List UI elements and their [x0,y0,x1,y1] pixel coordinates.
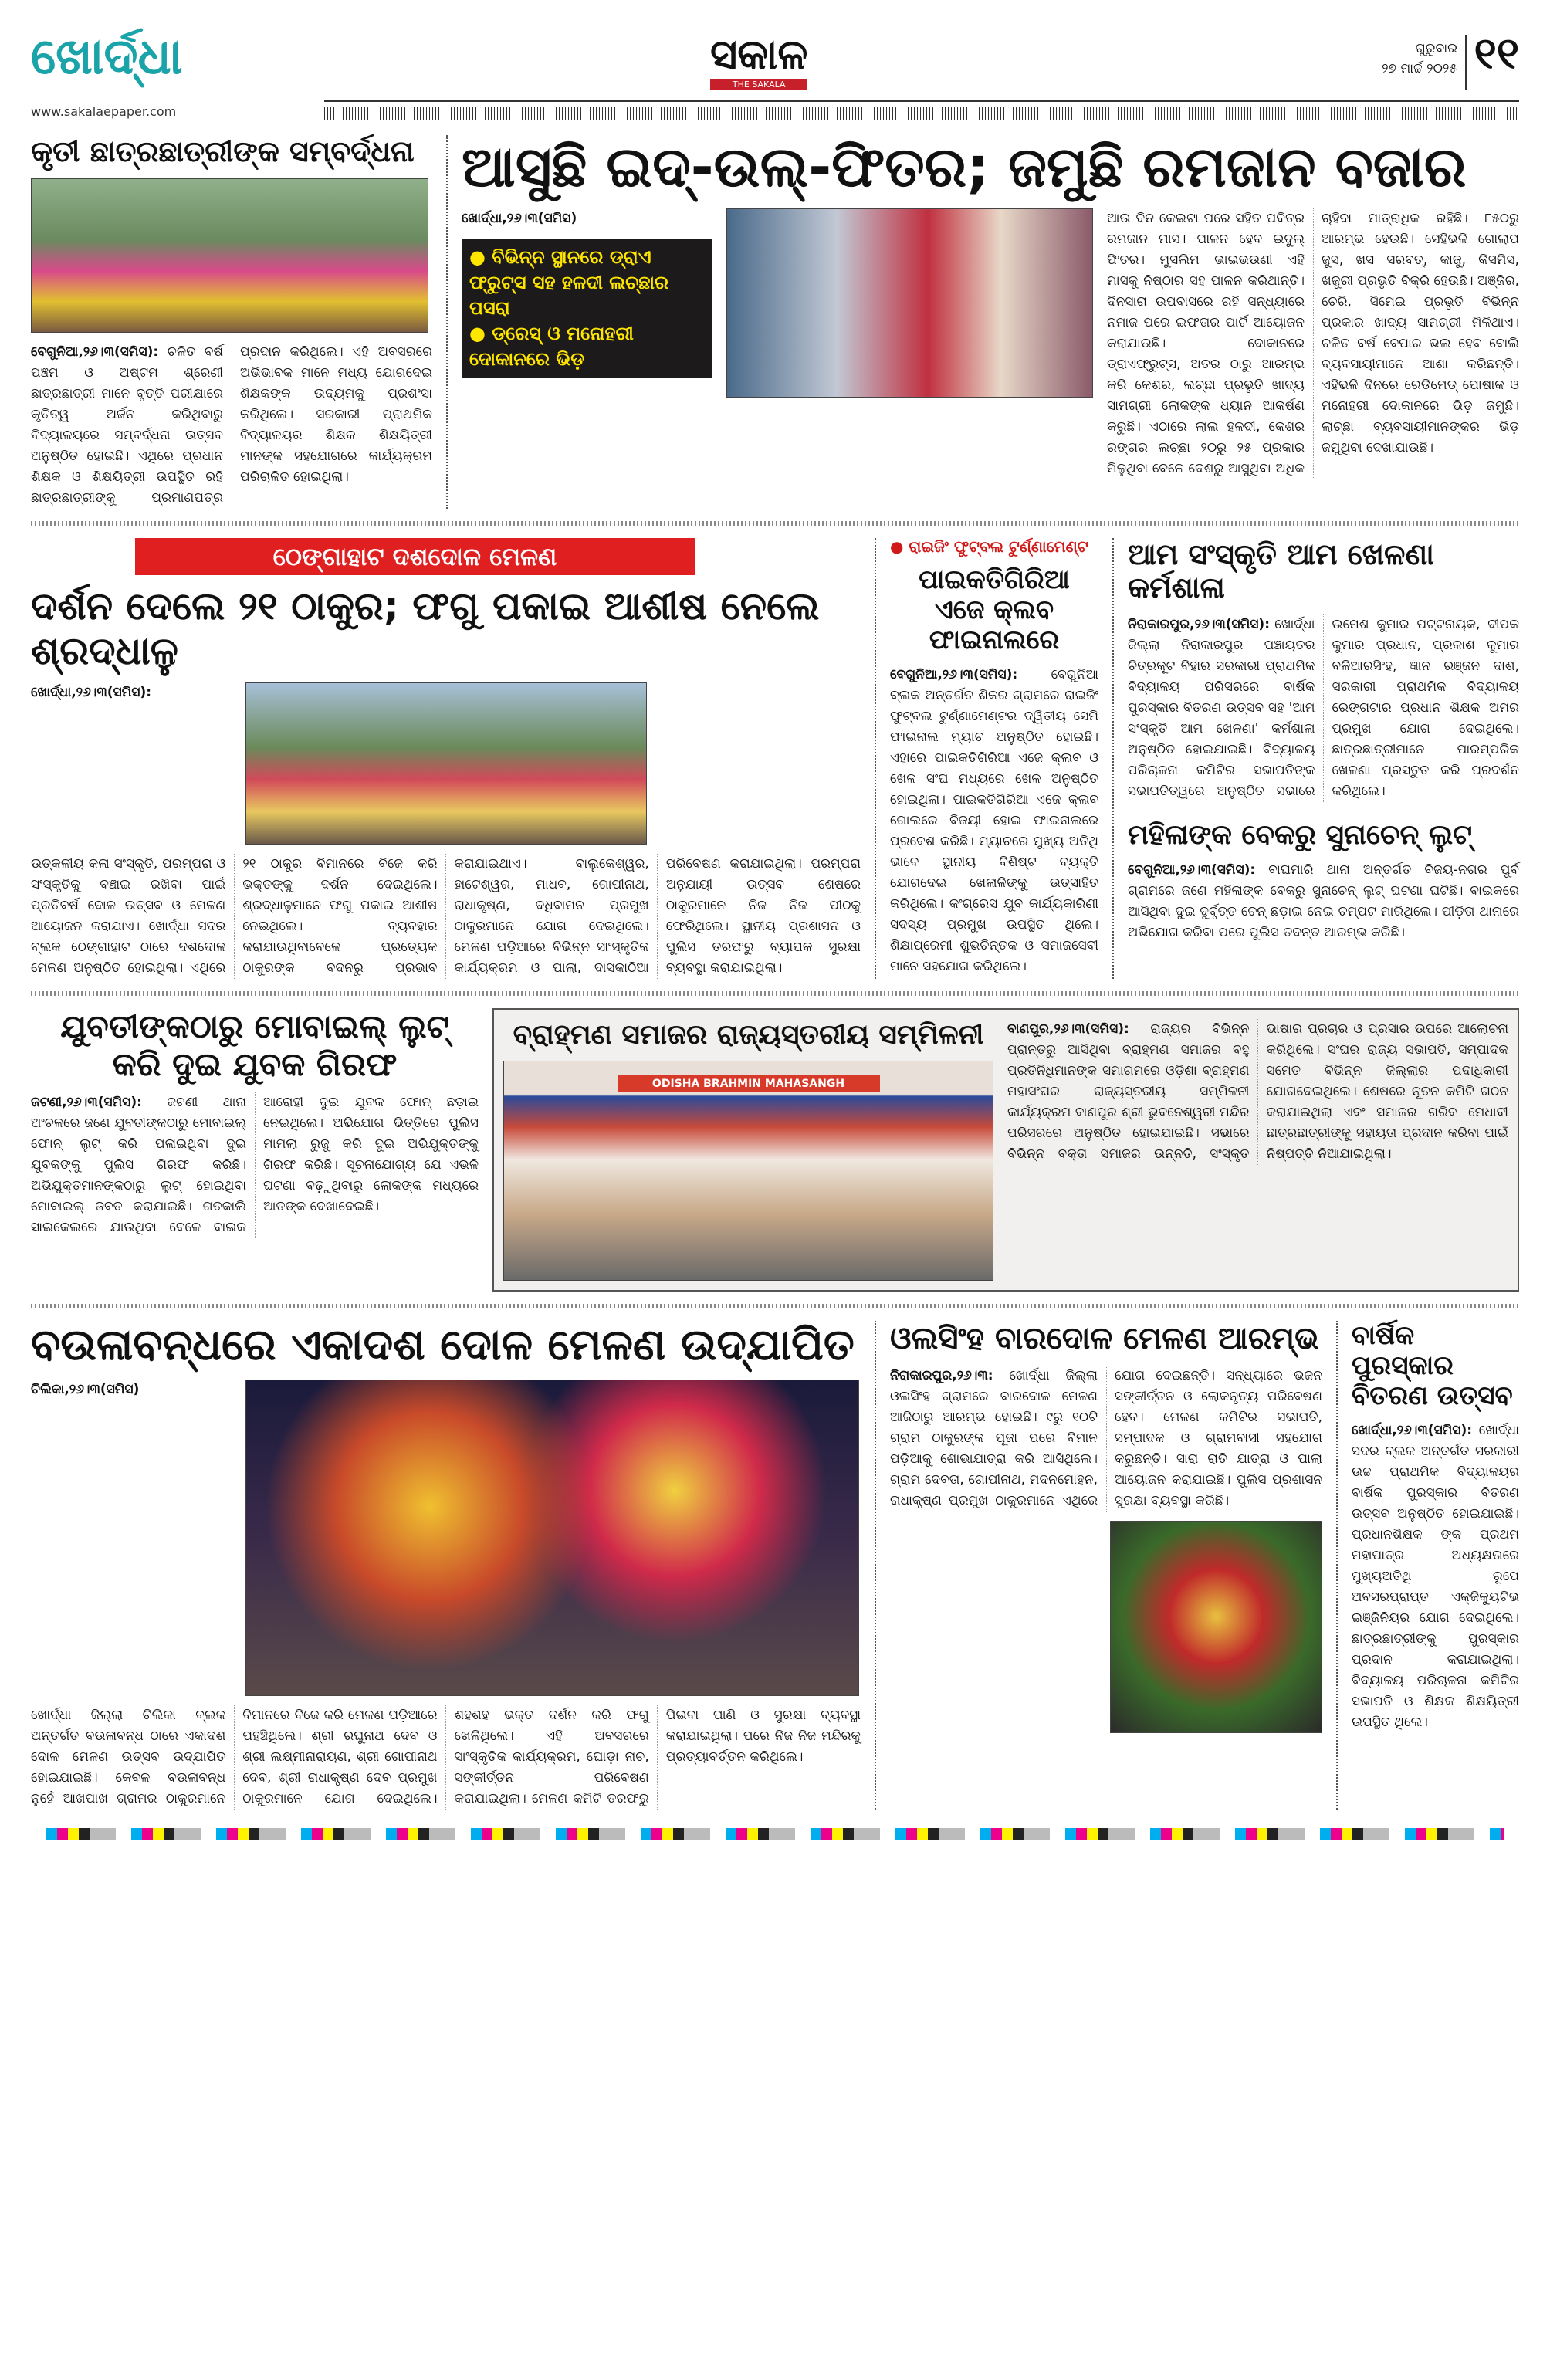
row-2 [31,538,1519,980]
article-text: ଆଉ ଦିନ କେଇଟା ପରେ ସହିତ ପବିତ୍ର ରମଜାନ ମାସ। ପାଳନ ହେବ ଇଦୁଲ୍ ଫିତର। ମୁସଲିମ ଭାଇଭଉଣୀ ଏହି ମାସକୁ ନିଷ୍ଠାର ସହ ପାଳନ କରିଥାନ୍ତି। ଦିନସାରା ଉପବାସରେ ରହି ସନ୍ଧ୍ୟାରେ ନମାଜ ପରେ ଇଫତାର ପାର୍ଟି ଆୟୋଜନ କରାଯାଉଛି। ଦୋକାନରେ ଡ୍ରାଏଫ୍ରୁଟ୍ସ, ଅତର ଠାରୁ ଆରମ୍ଭ କରି କେଶର, ଲଚ୍ଛା ପ୍ରଭୃତି ଖାଦ୍ୟ ସାମଗ୍ରୀ ଲୋକଙ୍କ ଧ୍ୟାନ ଆକର୍ଷଣ କରୁଛି। ଏଠାରେ ଲାଲ ହଳଦୀ, କେଶର ରଙ୍ଗର ଲଚ୍ଛା ୨୦ରୁ ୨୫ ପ୍ରକାର ମିଳୁଥିବା ବେଳେ ଦେଶରୁ ଆସୁଥିବା ଅଧିକ ଚାହିଦା ମାତ୍ରାଧିକ ରହିଛି। ୮୫୦ରୁ ଆରମ୍ଭ ହେଉଛି। ସେହିଭଳି ଗୋଲାପ ଜୁସ, ଖସ ସରବତ୍, କାଜୁ, କିସମିସ, ଖଜୁରୀ ପ୍ରଭୃତି ବିକ୍ରି ହେଉଛି। ଅଞ୍ଜିର, ଚେରି, ସିମେଇ ପ୍ରଭୃତି ବିଭିନ୍ନ ପ୍ରକାର ଖାଦ୍ୟ ସାମଗ୍ରୀ ମିଳିଥାଏ। ଚଳିତ ବର୍ଷ ବେପାର ଭଲ ହେବ ବୋଲି ବ୍ୟବସାୟୀମାନେ ଆଶା କରିଛନ୍ତି। ଏହିଭଳି ଦିନରେ ରେଡିମେଡ୍ ପୋଷାକ ଓ ମନୋହରୀ ଦୋକାନରେ ଭିଡ଼ ଜମୁଛି। ଲାଚ୍ଛା ବ୍ୟବସାୟୀମାନଙ୍କର ଭିଡ଼ ଜମୁଥିବା ଦେଖାଯାଉଛି। [1107,210,1519,476]
dol-body-col1 [31,682,232,703]
weekday: ଗୁରୁବାର [1415,41,1457,56]
dateline: ଜଟଣୀ,୨୬।୩(ସମିସ): [31,1095,142,1111]
article-text: ଖୋର୍ଦ୍ଧା ଜିଲ୍ଲା ନିରାକାରପୁର ପଞ୍ଚାୟତର ଚିତ୍ରକୂଟ ବିହାର ସରକାରୀ ପ୍ରାଥମିକ ବିଦ୍ୟାଳୟ ପରିସରରେ ବାର୍ଷିକ ପୁରସ୍କାର ବିତରଣ ଉତ୍ସବ ସହ 'ଆମ ସଂସ୍କୃତି ଆମ ଖେଳଣା' କର୍ମଶାଳା ଅନୁଷ୍ଠିତ ହୋଇଯାଇଛି। ବିଦ୍ୟାଳୟ ପରିଚାଳନା କମିଟିର ସଭାପତିଙ୍କ ସଭାପତିତ୍ୱରେ ଅନୁଷ୍ଠିତ ସଭାରେ ଉମେଶ କୁମାର ପଟ୍ଟନାୟକ, ଦୀପକ କୁମାର ପ୍ରଧାନ, ପ୍ରକାଶ କୁମାର ବଳିଆରସିଂହ, ଜ୍ଞାନ ରଞ୍ଜନ ଦାଶ, ସରକାରୀ ପ୍ରାଥମିକ ବିଦ୍ୟାଳୟ ରେଙ୍ଗଟାର ପ୍ରଧାନ ଶିକ୍ଷକ ଅମର ପ୍ରମୁଖ ଯୋଗ ଦେଇଥିଲେ। ଛାତ୍ରଛାତ୍ରୀମାନେ ପାରମ୍ପରିକ ଖେଳଣା ପ୍ରସ୍ତୁତ କରି ପ୍ରଦର୍ଶନ କରିଥିଲେ। [1128,617,1519,800]
dateline: ବେଗୁନିଆ,୨୬।୩(ସମିସ): [890,666,1018,682]
baulabandha-headline: ବଉଳାବନ୍ଧରେ ଏକାଦଶ ଦୋଳ ମେଳଣ ଉଦ୍‌ଯାପିତ [31,1319,855,1370]
toy-body [1128,614,1519,802]
dol-body [31,854,861,979]
baulabandha-body [31,1705,861,1810]
dateline: ଖୋର୍ଦ୍ଧା,୨୬।୩(ସମିସ): [31,685,152,701]
football-headline: ପାଇକତିଗିରିଆ ଏଜେ କ୍ଲବ ଫାଇନାଲରେ [919,564,1070,655]
website-url[interactable]: www.sakalaepaper.com [31,104,177,119]
logo-text: ସକାଳ [710,30,808,79]
olasingh-headline: ଓଲସିଂହ ବାରଦୋଳ ମେଳଣ ଆରମ୍ଭ [890,1320,1319,1356]
brahmin-box [492,1008,1519,1291]
section-title: ଖୋର୍ଦ୍ଧା [31,29,183,86]
toy-article [1128,538,1519,944]
date-block [1382,39,1457,79]
eid-headline: ଆସୁଛି ଇଦ୍-ଉଲ୍-ଫିତର; ଜମୁଛି ରମଜାନ ବଜାର [462,134,1467,199]
dateline: ନିରାକାରପୁର,୨୬।୩(ସମିସ): [1128,617,1270,633]
football-body [890,665,1098,977]
article-text: ରାଜ୍ୟର ବିଭିନ୍ନ ପ୍ରାନ୍ତରୁ ଆସିଥିବା ବ୍ରାହ୍ମଣ ସମାଜର ବହୁ ପ୍ରତିନିଧିମାନଙ୍କ ସମାଗମରେ ଓଡ଼ିଶା ବ୍ରାହ୍ମଣ ମହାସଂଘର ରାଜ୍ୟସ୍ତରୀୟ ସମ୍ମିଳନୀ କାର୍ଯ୍ୟକ୍ରମ ବାଣପୁର ଶ୍ରୀ ଭୁବନେଶ୍ୱରୀ ମନ୍ଦିର ପରିସରରେ ଅନୁଷ୍ଠିତ ହୋଇଯାଇଛି। ସଭାରେ ବିଭିନ୍ନ ବକ୍ତା ସମାଜର ଉନ୍ନତି, ସଂସ୍କୃତ ଭାଷାର ପ୍ରଚାର ଓ ପ୍ରସାର ଉପରେ ଆଲୋଚନା କରିଥିଲେ। ସଂଘର ରାଜ୍ୟ ସଭାପତି, ସମ୍ପାଦକ ସମେତ ବିଭିନ୍ନ ଜିଲ୍ଲାର ପଦାଧିକାରୀ ଯୋଗଦେଇଥିଲେ। ଶେଷରେ ନୂତନ କମିଟି ଗଠନ କରାଯାଇଥିଲା ଏବଂ ସମାଜର ଗରିବ ମେଧାବୀ ଛାତ୍ରଛାତ୍ରୀଙ୍କୁ ସହାୟତା ପ୍ରଦାନ କରିବା ପାଇଁ ନିଷ୍ପତ୍ତି ନିଆଯାଇଥିଲା। [1007,1021,1508,1163]
dateline: ଚିଲିକା,୨୬।୩(ସମିସ) [31,1382,140,1398]
article-text: ଉତ୍କଳୀୟ କଳା ସଂସ୍କୃତି, ପରମ୍ପରା ଓ ସଂସ୍କୃତିକୁ ବଞ୍ଚାଇ ରଖିବା ପାଇଁ ପ୍ରତିବର୍ଷ ଦୋଳ ଉତ୍ସବ ଓ ମେଳଣ ଆୟୋଜନ କରାଯାଏ। ଖୋର୍ଦ୍ଧା ସଦର ବ୍ଲକ ଠେଙ୍ଗାହାଟ ଠାରେ ଦଶଦୋଳ ମେଳଣ ଅନୁଷ୍ଠିତ ହୋଇଥିଲା। ଏଥିରେ ୨୧ ଠାକୁର ବିମାନରେ ବିଜେ କରି ଭକ୍ତଙ୍କୁ ଦର୍ଶନ ଦେଇଥିଲେ। ଶ୍ରଦ୍ଧାଳୁମାନେ ଫଗୁ ପକାଇ ଆଶୀଷ ନେଇଥିଲେ। ବ୍ୟବହାର କରାଯାଉଥିବାବେଳେ ପ୍ରତ୍ୟେକ ଠାକୁରଙ୍କ ବଦନରୁ ପ୍ରଭାବ କରାଯାଇଥାଏ। ବାଲୁକେଶ୍ୱର, ହାଟେଶ୍ୱର, ମାଧବ, ଗୋପୀନାଥ, ରାଧାକୃଷ୍ଣ, ଦଧିବାମନ ପ୍ରମୁଖ ଠାକୁରମାନେ ଯୋଗ ଦେଇଥିଲେ। ମେଳଣ ପଡ଼ିଆରେ ବିଭିନ୍ନ ସାଂସ୍କୃତିକ କାର୍ଯ୍ୟକ୍ରମ ଓ ପାଲା, ଦାସକାଠିଆ ପରିବେଷଣ କରାଯାଇଥିଲା। ପରମ୍ପରା ଅନୁଯାୟୀ ଉତ୍ସବ ଶେଷରେ ଠାକୁରମାନେ ନିଜ ନିଜ ପୀଠକୁ ଫେରିଥିଲେ। ସ୍ଥାନୀୟ ପ୍ରଶାସନ ଓ ପୁଲିସ ତରଫରୁ ବ୍ୟାପକ ସୁରକ୍ଷା ବ୍ୟବସ୍ଥା କରାଯାଇଥିଲା। [31,856,861,977]
mobile-article [31,1008,479,1238]
print-color-bar [46,1828,1504,1840]
football-article [890,538,1098,977]
conference-banner: ODISHA BRAHMIN MAHASANGH [618,1075,880,1092]
article-text: ଚଳିତ ବର୍ଷ ପଞ୍ଚମ ଓ ଅଷ୍ଟମ ଶ୍ରେଣୀ ଛାତ୍ରଛାତ୍ରୀ ମାନେ ବୃତ୍ତି ପରୀକ୍ଷାରେ କୃତିତ୍ୱ ଅର୍ଜନ କରିଥିବାରୁ ବିଦ୍ୟାଳୟରେ ସମ୍ବର୍ଦ୍ଧନା ଉତ୍ସବ ଅନୁଷ୍ଠିତ ହୋଇଛି। ଏଥିରେ ପ୍ରଧାନ ଶିକ୍ଷକ ଓ ଶିକ୍ଷୟିତ୍ରୀ ଉପସ୍ଥିତ ରହି ଛାତ୍ରଛାତ୍ରୀଙ୍କୁ ପ୍ରମାଣପତ୍ର ପ୍ରଦାନ କରିଥିଲେ। ଏହି ଅବସରରେ ଅଭିଭାବକ ମାନେ ମଧ୍ୟ ଯୋଗଦେଇ ଶିକ୍ଷକଙ୍କ ଉଦ୍ୟମକୁ ପ୍ରଶଂସା କରିଥିଲେ। ସରକାରୀ ପ୍ରାଥମିକ ବିଦ୍ୟାଳୟର ଶିକ୍ଷକ ଶିକ୍ଷୟିତ୍ରୀ ମାନଙ୍କ ସହଯୋଗରେ କାର୍ଯ୍ୟକ୍ରମ ପରିଚାଳିତ ହୋଇଥିଲା। [31,344,432,506]
dateline: ନିରାକାରପୁର,୨୬।୩: [890,1367,993,1383]
market-photo [726,208,1093,398]
felicitation-article [31,135,432,509]
article-text: ଖୋର୍ଦ୍ଧା ଜିଲ୍ଲା ଓଲସିଂହ ଗ୍ରାମରେ ବାରଦୋଳ ମେଳଣ ଆଜିଠାରୁ ଆରମ୍ଭ ହୋଇଛି। ୯ରୁ ୧୦ଟି ଗ୍ରାମ ଠାକୁରଙ୍କ ପୂଜା ପରେ ବିମାନ ପଡ଼ିଆକୁ ଶୋଭାଯାତ୍ରା କରି ଆସିଥିଲେ। ଗ୍ରାମ ଦେବତା, ଗୋପୀନାଥ, ମଦନମୋହନ, ରାଧାକୃଷ୍ଣ ପ୍ରମୁଖ ଠାକୁରମାନେ ଏଥିରେ ଯୋଗ ଦେଇଛନ୍ତି। ସନ୍ଧ୍ୟାରେ ଭଜନ ସଙ୍କୀର୍ତ୍ତନ ଓ ଲୋକନୃତ୍ୟ ପରିବେଷଣ ହେବ। ମେଳଣ କମିଟିର ସଭାପତି, ସମ୍ପାଦକ ଓ ଗ୍ରାମବାସୀ ସହଯୋଗ କରୁଛନ୍ତି। ସାରା ରାତି ଯାତ୍ରା ଓ ପାଲା ଆୟୋଜନ କରାଯାଇଛି। ପୁଲିସ ପ୍ରଶାସନ ସୁରକ୍ଷା ବ୍ୟବସ୍ଥା କରିଛି। [890,1367,1322,1508]
dateline: ବେଗୁନିଆ,୨୬।୩(ସମିସ): [31,344,159,360]
article-text: ବେଗୁନିଆ ବ୍ଲକ ଅନ୍ତର୍ଗତ ଶିକର ଗ୍ରାମରେ ରାଇଜିଂ ଫୁଟ୍‌ବଲ ଟୁର୍ଣ୍ଣାମେଣ୍ଟର ଦ୍ୱିତୀୟ ସେମି ଫାଇନାଲ ମ୍ୟାଚ ଅନୁଷ୍ଠିତ ହୋଇଛି। ଏହାରେ ପାଇକତିଗିରିଆ ଏଜେ କ୍ଲବ ଓ ଖେଳ ସଂଘ ମଧ୍ୟରେ ଖେଳ ଅନୁଷ୍ଠିତ ହୋଇଥିଲା। ପାଇକତିଗିରିଆ ଏଜେ କ୍ଲବ ଗୋଲରେ ବିଜୟୀ ହୋଇ ଫାଇନାଲରେ ପ୍ରବେଶ କରିଛି। ମ୍ୟାଚରେ ମୁଖ୍ୟ ଅତିଥି ଭାବେ ସ୍ଥାନୀୟ ବିଶିଷ୍ଟ ବ୍ୟକ୍ତି ଯୋଗଦେଇ ଖେଳାଳିଙ୍କୁ ଉତ୍ସାହିତ କରିଥିଲେ। କଂଗ୍ରେସ ଯୁବ କାର୍ଯ୍ୟକାରିଣୀ ସଦସ୍ୟ ପ୍ରମୁଖ ଉପସ୍ଥିତ ଥିଲେ। ଶିକ୍ଷାପ୍ରେମୀ ଶୁଭଚିନ୍ତକ ଓ ସମାଜସେବୀ ମାନେ ସହଯୋଗ କରିଥିଲେ। [890,666,1098,974]
chain-headline: ମହିଳାଙ୍କ ବେକରୁ ସୁନାଚେନ୍ ଲୁଟ୍ [1128,819,1473,851]
dateline: ଖୋର୍ଦ୍ଧା,୨୬।୩(ସମିସ) [462,210,577,226]
eid-body [1107,208,1519,479]
article-text: ବାଘମାରି ଥାନା ଅନ୍ତର୍ଗତ ବିଜୟ-ନଗର ପୁର୍ବ ଗ୍ରାମରେ ଜଣେ ମହିଳାଙ୍କ ବେକରୁ ସୁନାଚେନ୍ ଲୁଟ୍ ଘଟଣା ଘଟିଛି। ବାଇକରେ ଆସିଥିବା ଦୁଇ ଦୁର୍ବୃତ୍ତ ଚେନ୍ ଛଡ଼ାଇ ନେଇ ଚମ୍ପଟ ମାରିଥିଲେ। ପୀଡ଼ିତା ଥାନାରେ ଅଭିଯୋଗ କରିବା ପରେ ପୁଲିସ ତଦନ୍ତ ଆରମ୍ଭ କରିଛି। [1128,862,1520,941]
page-number: ୧୧ [1474,29,1519,79]
deity-photo [1110,1521,1322,1733]
students-photo [31,178,428,333]
row-3 [31,1008,1519,1291]
brahmin-headline: ବ୍ରାହ୍ମଣ ସମାଜର ରାଜ୍ୟସ୍ତରୀୟ ସମ୍ମିଳନୀ [513,1019,984,1051]
dateline: ଖୋର୍ଦ୍ଧା,୨୬।୩(ସମିସ): [1352,1423,1473,1439]
highlight-item: ● ଡ୍ରେସ୍ ଓ ମନୋହରୀ ଦୋକାନରେ ଭିଡ଼ [469,322,634,370]
article-text: ଖୋର୍ଦ୍ଧା ସଦର ବ୍ଲକ ଅନ୍ତର୍ଗତ ସରକାରୀ ଉଚ୍ଚ ପ୍ରାଥମିକ ବିଦ୍ୟାଳୟର ବାର୍ଷିକ ପୁରସ୍କାର ବିତରଣ ଉତ୍ସବ ଅନୁଷ୍ଠିତ ହୋଇଯାଇଛି। ପ୍ରଧାନଶିକ୍ଷକ ଙ୍କ ପ୍ରଥମ ମହାପାତ୍ର ଅଧ୍ୟକ୍ଷତାରେ ମୁଖ୍ୟଅତିଥି ରୂପେ ଅବସରପ୍ରାପ୍ତ ଏକ୍‌ଜିକ୍ୟୁଟିଭ ଇଞ୍ଜିନିୟର ଯୋଗ ଦେଇଥିଲେ। ଛାତ୍ରଛାତ୍ରୀଙ୍କୁ ପୁରସ୍କାର ପ୍ରଦାନ କରାଯାଇଥିଲା। ବିଦ୍ୟାଳୟ ପରିଚାଳନା କମିଟିର ସଭାପତି ଓ ଶିକ୍ଷକ ଶିକ୍ଷୟିତ୍ରୀ ଉପସ୍ଥିତ ଥିଲେ। [1352,1423,1519,1731]
chain-body [1128,860,1519,943]
toy-headline: ଆମ ସଂସ୍କୃତି ଆମ ଖେଳଣା କର୍ମଶାଳା [1128,537,1434,605]
award-article [1352,1321,1519,1733]
felicitation-body [31,342,432,509]
article-text: ଜଟଣୀ ଥାନା ଅଂଚଳରେ ଜଣେ ଯୁବତୀଙ୍କଠାରୁ ମୋବାଇଲ୍ ଫୋନ୍ ଲୁଟ୍ କରି ପଳାଇଥିବା ଦୁଇ ଯୁବକଙ୍କୁ ପୁଲିସ ଗିରଫ କରିଛି। ଅଭିଯୁକ୍ତମାନଙ୍କଠାରୁ ଲୁଟ୍ ହୋଇଥିବା ମୋବାଇଲ୍ ଜବତ କରାଯାଇଛି। ଗତକାଲି ସାଇକେଲରେ ଯାଉଥିବା ବେଳେ ବାଇକ ଆରୋହୀ ଦୁଇ ଯୁବକ ଫୋନ୍ ଛଡ଼ାଇ ନେଇଥିଲେ। ଅଭିଯୋଗ ଭିତ୍ତିରେ ପୁଲିସ ମାମଲା ରୁଜୁ କରି ଦୁଇ ଅଭିଯୁକ୍ତଙ୍କୁ ଗିରଫ କରିଛି। ସୂଚନାଯୋଗ୍ୟ ଯେ ଏଭଳି ଘଟଣା ବଢ଼ୁଥିବାରୁ ଲୋକଙ୍କ ମଧ୍ୟରେ ଆତଙ୍କ ଦେଖାଦେଇଛି। [31,1095,479,1236]
baulabandha-photo [245,1380,859,1696]
dol-photo [245,682,647,845]
award-headline: ବାର୍ଷିକ ପୁରସ୍କାର ବିତରଣ ଉତ୍ସବ [1352,1319,1513,1412]
issue-date: ୨୭ ମାର୍ଚ୍ଚ ୨୦୨୫ [1382,61,1457,76]
highlights-box [462,239,712,378]
dol-kicker-banner: ଠେଙ୍ଗାହାଟ ଦଶଦୋଳ ମେଳଣ [135,538,695,576]
mobile-body [31,1092,479,1238]
row-4 [31,1321,1519,1810]
mobile-headline: ଯୁବତୀଙ୍କଠାରୁ ମୋବାଇଲ୍ ଲୁଟ୍ କରି ଦୁଇ ଯୁବକ ଗିରଫ [60,1007,449,1083]
dol-headline: ଦର୍ଶନ ଦେଲେ ୨୧ ଠାକୁର; ଫଗୁ ପକାଇ ଆଶୀଷ ନେଲେ ଶ୍ରଦ୍ଧାଳୁ [31,584,820,673]
baulabandha-body-col1 [31,1380,232,1400]
eid-dateline-block [462,208,712,229]
row-1 [31,135,1519,509]
brahmin-body [1007,1019,1508,1165]
conference-photo [503,1061,993,1281]
eid-article [462,135,1519,479]
logo-tag: THE SAKALA [710,79,807,90]
olasingh-article [890,1321,1322,1733]
award-body [1352,1420,1519,1733]
dateline: ବେଗୁନିଆ,୨୬।୩(ସମିସ): [1128,862,1256,879]
highlight-item: ● ବିଭିନ୍ନ ସ୍ଥାନରେ ଡ୍ରାଏ ଫ୍ରୁଟ୍ସ ସହ ହଳଦୀ ଲଚ୍ଛାର ପସରା [469,245,669,319]
felicitation-headline: କୃତୀ ଛାତ୍ରଛାତ୍ରୀଙ୍କ ସମ୍ବର୍ଦ୍ଧନା [31,134,415,168]
olasingh-body [890,1366,1322,1512]
masthead-logo[interactable] [710,31,807,90]
dol-article [31,538,861,980]
football-kicker: ● ରାଇଜିଂ ଫୁଟ୍‌ବଲ ଟୁର୍ଣ୍ଣାମେଣ୍ଟ [890,537,1088,556]
article-text: ଖୋର୍ଦ୍ଧା ଜିଲ୍ଲା ଚିଲିକା ବ୍ଲକ ଅନ୍ତର୍ଗତ ବଉଳାବନ୍ଧ ଠାରେ ଏକାଦଶ ଦୋଳ ମେଳଣ ଉତ୍ସବ ଉଦ୍‌ଯାପିତ ହୋଇଯାଇଛି। କେବଳ ବଉଳାବନ୍ଧ ନୁହେଁ ଆଖପାଖ ଗ୍ରାମର ଠାକୁରମାନେ ବିମାନରେ ବିଜେ କରି ମେଳଣ ପଡ଼ିଆରେ ପହଞ୍ଚିଥିଲେ। ଶ୍ରୀ ରଘୁନାଥ ଦେବ ଓ ଶ୍ରୀ ଲକ୍ଷ୍ମୀନାରାୟଣ, ଶ୍ରୀ ଗୋପୀନାଥ ଦେବ, ଶ୍ରୀ ରାଧାକୃଷ୍ଣ ଦେବ ପ୍ରମୁଖ ଠାକୁରମାନେ ଯୋଗ ଦେଇଥିଲେ। ଶହଶହ ଭକ୍ତ ଦର୍ଶନ କରି ଫଗୁ ଖେଳିଥିଲେ। ଏହି ଅବସରରେ ସାଂସ୍କୃତିକ କାର୍ଯ୍ୟକ୍ରମ, ଘୋଡ଼ା ନାଚ, ସଙ୍କୀର୍ତ୍ତନ ପରିବେଷଣ କରାଯାଇଥିଲା। ମେଳଣ କମିଟି ତରଫରୁ ପିଇବା ପାଣି ଓ ସୁରକ୍ଷା ବ୍ୟବସ୍ଥା କରାଯାଇଥିଲା। ପରେ ନିଜ ନିଜ ମନ୍ଦିରକୁ ପ୍ରତ୍ୟାବର୍ତ୍ତନ କରିଥିଲେ। [31,1708,861,1807]
masthead [31,0,1519,135]
dateline: ବାଣପୁର,୨୬।୩(ସମିସ): [1007,1021,1129,1038]
baulabandha-article [31,1321,861,1810]
